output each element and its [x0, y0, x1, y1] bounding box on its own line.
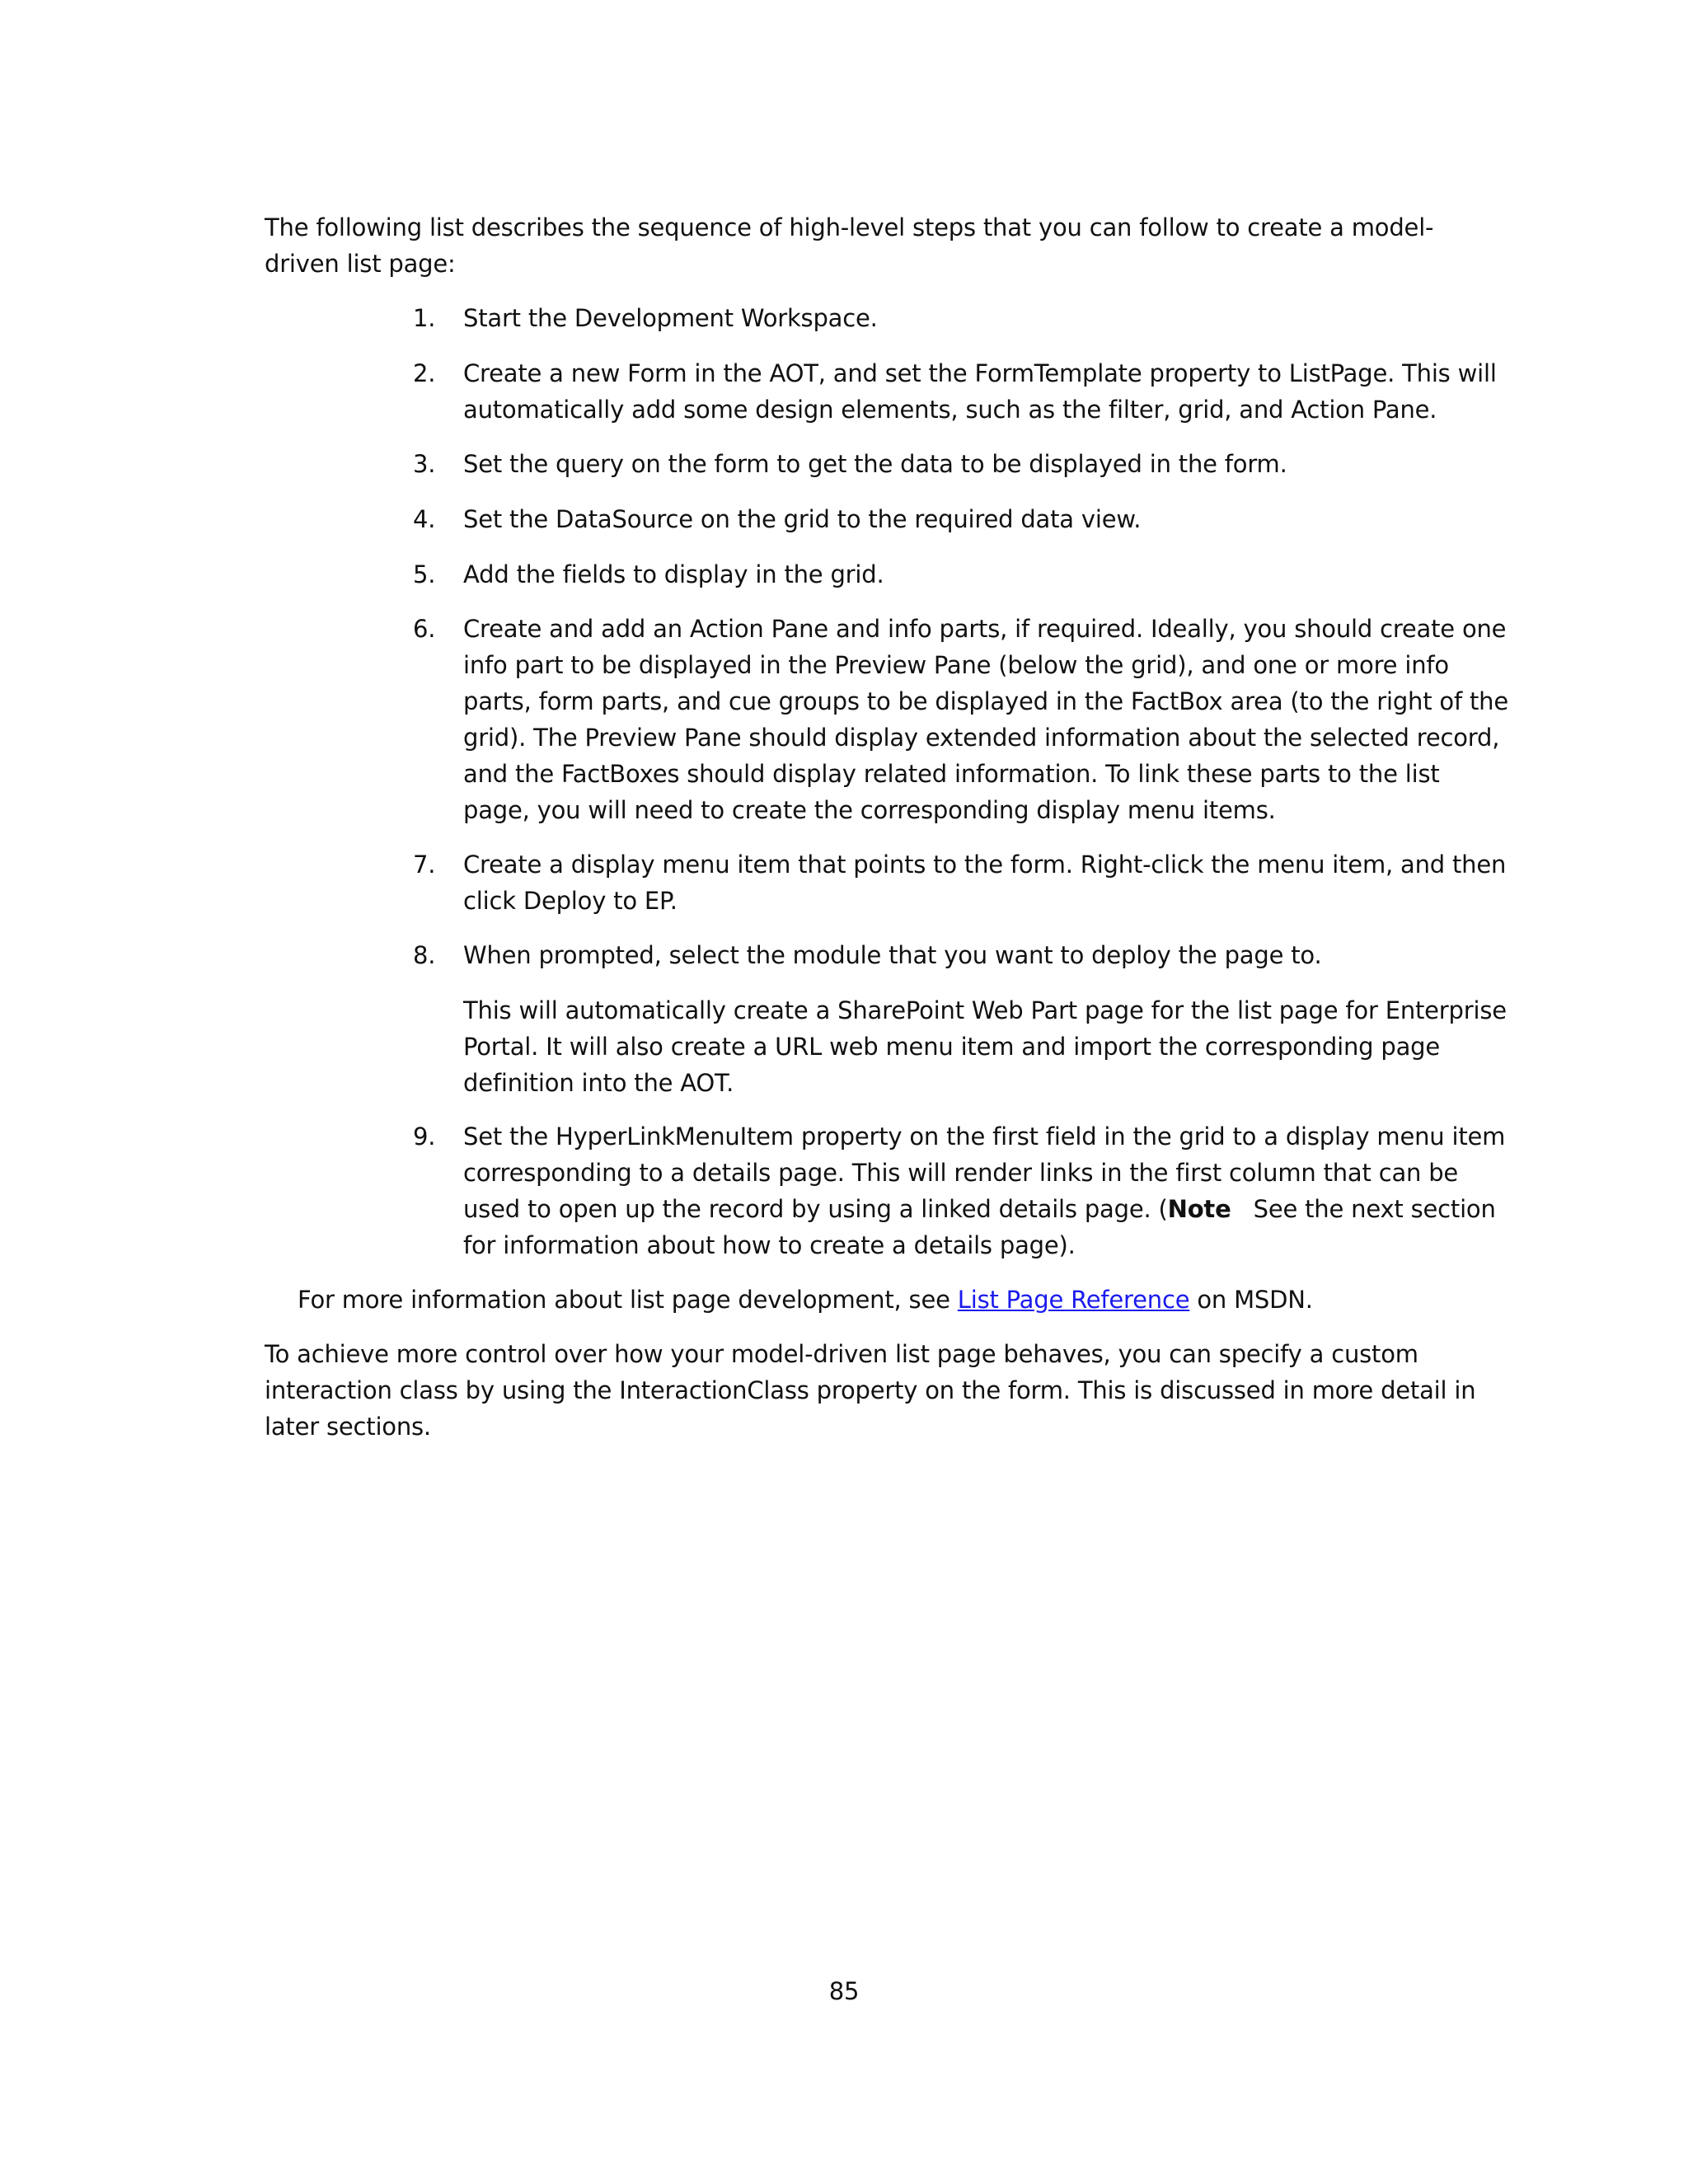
step-text: Create a display menu item that points to the form. Right-click the menu item, and then click Deploy to EP. — [463, 851, 1507, 915]
more-info-paragraph — [298, 1282, 1501, 1318]
page-number: 85 — [828, 1977, 860, 2005]
step-text — [463, 1118, 1508, 1263]
step-detail-paragraph: This will automatically create a SharePoint Web Part page for the list page for Enterprise Portal. It will also create a URL web menu item and import the corresponding page definition into the AOT. — [463, 996, 1507, 1097]
step-text-before-note: Set the HyperLinkMenuItem property on the first field in the grid to a display menu item corresponding to a details page. This will render links in the first column that can be used to open up the record by using a linked details page. ( — [463, 1122, 1506, 1223]
step-text: Start the Development Workspace. — [463, 304, 878, 332]
step-text: Set the DataSource on the grid to the required data view. — [463, 505, 1142, 533]
step-number: 4. — [413, 505, 436, 533]
step-number: 8. — [413, 941, 436, 969]
more-info-suffix: on MSDN. — [1189, 1286, 1313, 1314]
step-text: When prompted, select the module that you want to deploy the page to. — [463, 941, 1322, 969]
step-text: Create a new Form in the AOT, and set the FormTemplate property to ListPage. This will automatically add some design elements, such as the filter, grid, and Action Pane. — [463, 359, 1497, 424]
step-text: Set the query on the form to get the data to be displayed in the form. — [463, 450, 1287, 478]
closing-paragraph: To achieve more control over how your model-driven list page behaves, you can specify a custom interaction class by using the InteractionClass property on the form. This is discussed in more detail in later sections. — [265, 1340, 1476, 1441]
step-text-after-note: See the next section for information about how to create a details page). — [463, 1195, 1496, 1259]
intro-paragraph: The following list describes the sequence of high-level steps that you can follow to create a model-driven list page: — [265, 213, 1434, 278]
step-number: 3. — [413, 450, 436, 478]
step-number: 2. — [413, 359, 436, 387]
step-text: Create and add an Action Pane and info parts, if required. Ideally, you should create one info part to be displayed in the Preview Pane (below the grid), and one or more info parts, form parts, and cue groups to be displayed in the FactBox area (to the right of the grid). The Preview Pane should display extended information about the selected record, and the FactBoxes should display related information. To link these parts to the list page, you will need to create the corresponding display menu items. — [463, 615, 1508, 824]
note-label: Note — [1167, 1195, 1231, 1223]
step-number: 5. — [413, 560, 436, 588]
step-number: 1. — [413, 304, 436, 332]
step-number: 9. — [413, 1122, 436, 1151]
list-page-reference-link[interactable]: List Page Reference — [957, 1286, 1190, 1314]
step-number: 7. — [413, 851, 436, 879]
step-text: Add the fields to display in the grid. — [463, 560, 884, 588]
step-number: 6. — [413, 615, 436, 643]
more-info-text: For more information about list page development, see — [298, 1286, 958, 1314]
